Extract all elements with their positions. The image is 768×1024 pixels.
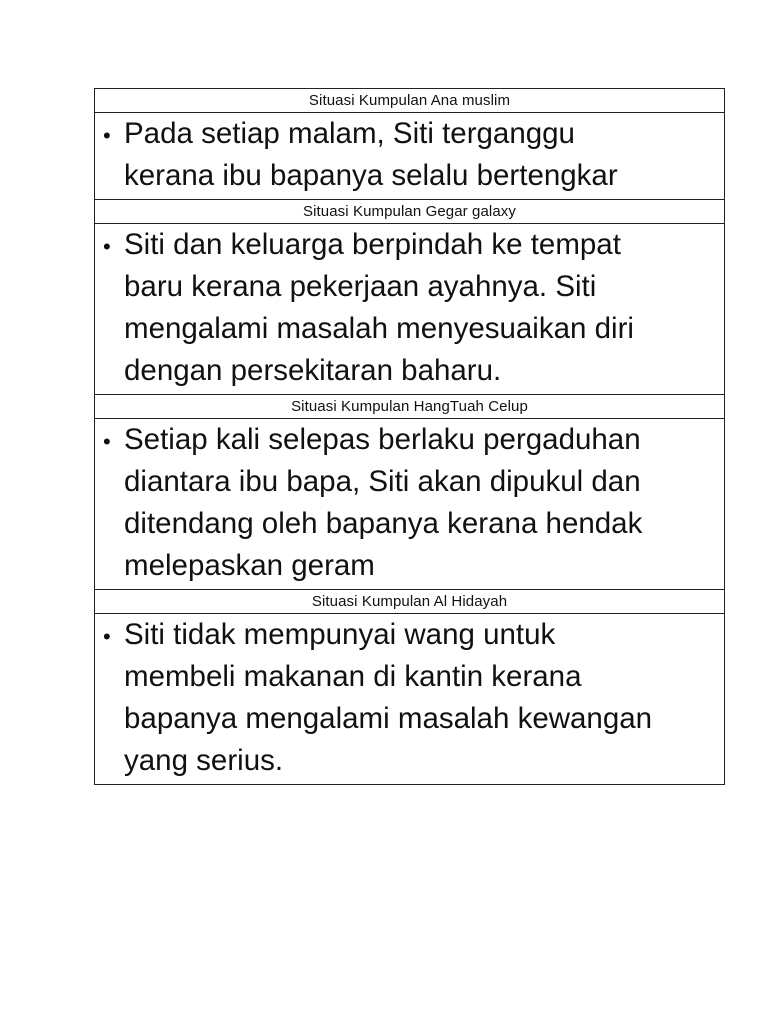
text-line: kerana ibu bapanya selalu bertengkar	[124, 159, 618, 192]
situation-title-row	[95, 590, 725, 614]
situation-text	[124, 224, 718, 394]
text-line: membeli makanan di kantin kerana	[124, 660, 582, 693]
text-line: ditendang oleh bapanya kerana hendak	[124, 507, 643, 540]
situation-body-row	[95, 224, 725, 395]
text-line: Setiap kali selepas berlaku pergaduhan	[124, 423, 641, 456]
situation-title: Situasi Kumpulan HangTuah Celup	[95, 395, 725, 419]
situation-body-row	[95, 614, 725, 785]
situation-text	[124, 419, 718, 589]
text-line: Siti dan keluarga berpindah ke tempat	[124, 228, 621, 261]
bullet-icon: •	[103, 123, 111, 148]
bullet-icon: •	[103, 429, 111, 454]
text-line: bapanya mengalami masalah kewangan	[124, 702, 653, 735]
situation-title-row	[95, 200, 725, 224]
situation-title: Situasi Kumpulan Gegar galaxy	[95, 200, 725, 224]
situation-text	[124, 614, 718, 784]
situation-title: Situasi Kumpulan Ana muslim	[95, 89, 725, 113]
situation-title-row	[95, 89, 725, 113]
text-line: baru kerana pekerjaan ayahnya. Siti	[124, 270, 597, 303]
bullet-icon: •	[103, 234, 111, 259]
situation-text	[124, 113, 718, 199]
situation-title-row	[95, 395, 725, 419]
text-line: dengan persekitaran baharu.	[124, 354, 502, 387]
text-line: melepaskan geram	[124, 549, 375, 582]
text-line: Pada setiap malam, Siti terganggu	[124, 117, 575, 150]
situation-body-row	[95, 419, 725, 590]
text-line: yang serius.	[124, 744, 284, 777]
bullet-icon: •	[103, 624, 111, 649]
situations-table	[94, 88, 725, 785]
situation-description	[95, 614, 725, 785]
situation-description	[95, 113, 725, 200]
situation-description	[95, 419, 725, 590]
situation-description	[95, 224, 725, 395]
situation-body-row	[95, 113, 725, 200]
text-line: mengalami masalah menyesuaikan diri	[124, 312, 634, 345]
situation-title: Situasi Kumpulan Al Hidayah	[95, 590, 725, 614]
text-line: diantara ibu bapa, Siti akan dipukul dan	[124, 465, 641, 498]
text-line: Siti tidak mempunyai wang untuk	[124, 618, 556, 651]
